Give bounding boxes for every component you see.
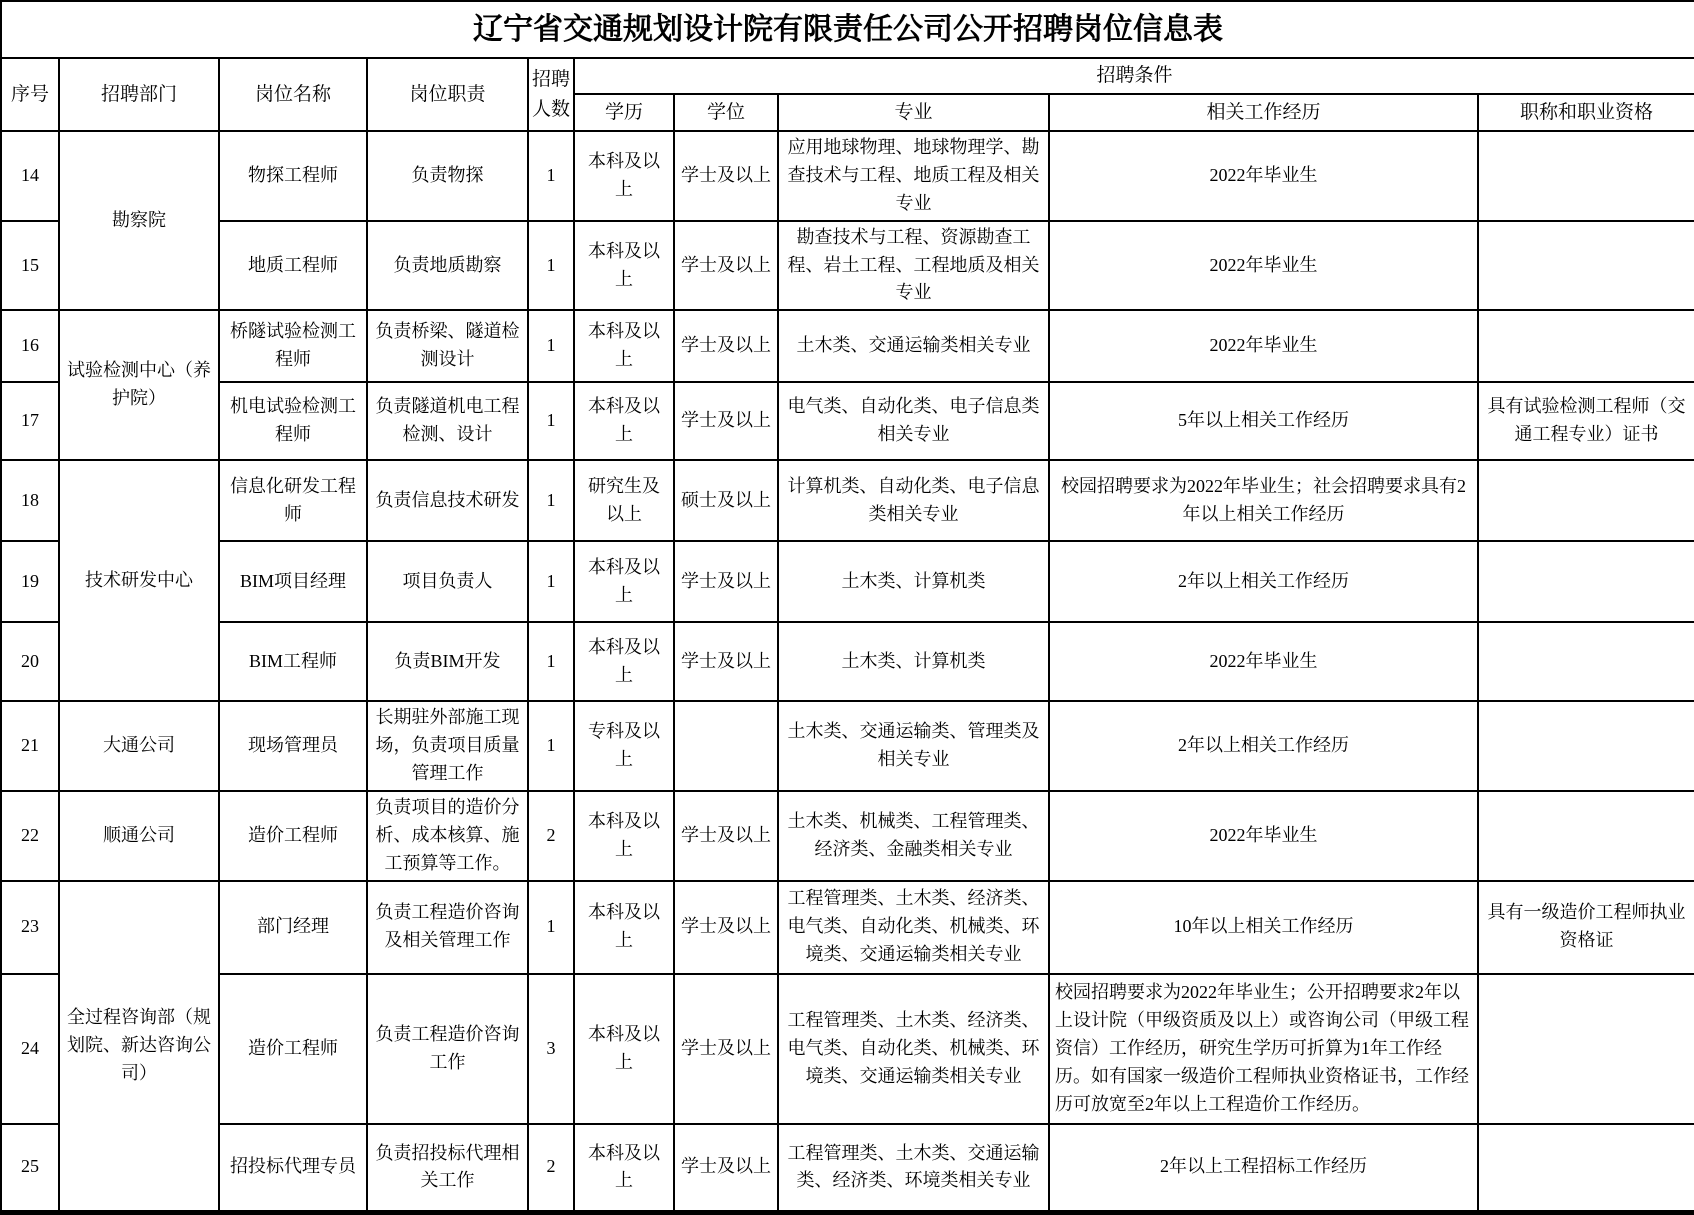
cell-count: 1 bbox=[528, 310, 574, 382]
cell-seq: 21 bbox=[1, 701, 59, 791]
cell-major: 工程管理类、土木类、经济类、电气类、自动化类、机械类、环境类、交通运输类相关专业 bbox=[778, 881, 1049, 974]
header-experience: 相关工作经历 bbox=[1049, 94, 1478, 131]
header-count: 招聘人数 bbox=[528, 58, 574, 131]
cell-education: 本科及以上 bbox=[574, 382, 674, 460]
cell-qualification bbox=[1478, 541, 1694, 622]
cell-qualification: 具有试验检测工程师（交通工程专业）证书 bbox=[1478, 382, 1694, 460]
table-row bbox=[1, 1, 1694, 58]
cell-dept: 试验检测中心（养护院） bbox=[59, 310, 219, 460]
cell-degree: 学士及以上 bbox=[674, 881, 778, 974]
cell-education: 研究生及以上 bbox=[574, 460, 674, 541]
cell-seq: 22 bbox=[1, 791, 59, 881]
cell-major: 土木类、计算机类 bbox=[778, 622, 1049, 701]
table-row bbox=[1, 58, 1694, 94]
cell-position: 信息化研发工程师 bbox=[219, 460, 367, 541]
table-row bbox=[1, 541, 1694, 622]
cell-position: 机电试验检测工程师 bbox=[219, 382, 367, 460]
cell-degree: 学士及以上 bbox=[674, 131, 778, 221]
table-row bbox=[1, 881, 1694, 974]
cell-experience: 2022年毕业生 bbox=[1049, 221, 1478, 311]
cell-education: 本科及以上 bbox=[574, 221, 674, 311]
cell-degree: 学士及以上 bbox=[674, 541, 778, 622]
cell-position: 造价工程师 bbox=[219, 791, 367, 881]
cell-education: 专科及以上 bbox=[574, 701, 674, 791]
cell-position: 物探工程师 bbox=[219, 131, 367, 221]
cell-count: 2 bbox=[528, 791, 574, 881]
cell-dept: 技术研发中心 bbox=[59, 460, 219, 701]
cell-education: 本科及以上 bbox=[574, 622, 674, 701]
cell-seq: 25 bbox=[1, 1124, 59, 1213]
cell-education: 本科及以上 bbox=[574, 881, 674, 974]
cell-education: 本科及以上 bbox=[574, 541, 674, 622]
cell-major: 土木类、机械类、工程管理类、经济类、金融类相关专业 bbox=[778, 791, 1049, 881]
cell-experience: 2022年毕业生 bbox=[1049, 622, 1478, 701]
table-row bbox=[1, 974, 1694, 1124]
cell-degree: 学士及以上 bbox=[674, 622, 778, 701]
header-seq: 序号 bbox=[1, 58, 59, 131]
cell-count: 1 bbox=[528, 541, 574, 622]
cell-major: 电气类、自动化类、电子信息类相关专业 bbox=[778, 382, 1049, 460]
cell-count: 3 bbox=[528, 974, 574, 1124]
cell-degree: 学士及以上 bbox=[674, 1124, 778, 1213]
cell-position: BIM项目经理 bbox=[219, 541, 367, 622]
cell-count: 1 bbox=[528, 460, 574, 541]
cell-duty: 负责隧道机电工程检测、设计 bbox=[367, 382, 528, 460]
cell-duty: 负责桥梁、隧道检测设计 bbox=[367, 310, 528, 382]
cell-experience: 校园招聘要求为2022年毕业生；公开招聘要求2年以上设计院（甲级资质及以上）或咨询公司（甲级工程资信）工作经历，研究生学历可折算为1年工作经历。如有国家一级造价工程师执业资格证书，工作经历可放宽至2年以上工程造价工作经历。 bbox=[1049, 974, 1478, 1124]
cell-experience: 2022年毕业生 bbox=[1049, 791, 1478, 881]
cell-count: 1 bbox=[528, 881, 574, 974]
cell-count: 2 bbox=[528, 1124, 574, 1213]
cell-duty: 负责工程造价咨询及相关管理工作 bbox=[367, 881, 528, 974]
table-row bbox=[1, 1124, 1694, 1213]
cell-qualification bbox=[1478, 131, 1694, 221]
header-conditions: 招聘条件 bbox=[574, 58, 1694, 94]
cell-experience: 2022年毕业生 bbox=[1049, 131, 1478, 221]
cell-duty: 长期驻外部施工现场，负责项目质量管理工作 bbox=[367, 701, 528, 791]
cell-duty: 负责项目的造价分析、成本核算、施工预算等工作。 bbox=[367, 791, 528, 881]
cell-count: 1 bbox=[528, 382, 574, 460]
cell-major: 工程管理类、土木类、经济类、电气类、自动化类、机械类、环境类、交通运输类相关专业 bbox=[778, 974, 1049, 1124]
cell-major: 土木类、交通运输类相关专业 bbox=[778, 310, 1049, 382]
cell-duty: 负责工程造价咨询工作 bbox=[367, 974, 528, 1124]
table-row bbox=[1, 701, 1694, 791]
cell-education: 本科及以上 bbox=[574, 974, 674, 1124]
cell-seq: 24 bbox=[1, 974, 59, 1124]
cell-qualification bbox=[1478, 1124, 1694, 1213]
cell-education: 本科及以上 bbox=[574, 791, 674, 881]
cell-degree: 学士及以上 bbox=[674, 382, 778, 460]
cell-duty: 项目负责人 bbox=[367, 541, 528, 622]
cell-qualification: 具有一级造价工程师执业资格证 bbox=[1478, 881, 1694, 974]
cell-position: 地质工程师 bbox=[219, 221, 367, 311]
cell-experience: 校园招聘要求为2022年毕业生；社会招聘要求具有2年以上相关工作经历 bbox=[1049, 460, 1478, 541]
cell-position: 现场管理员 bbox=[219, 701, 367, 791]
cell-duty: 负责BIM开发 bbox=[367, 622, 528, 701]
cell-experience: 5年以上相关工作经历 bbox=[1049, 382, 1478, 460]
header-dept: 招聘部门 bbox=[59, 58, 219, 131]
cell-position: BIM工程师 bbox=[219, 622, 367, 701]
cell-dept: 勘察院 bbox=[59, 131, 219, 310]
cell-qualification bbox=[1478, 701, 1694, 791]
cell-seq: 15 bbox=[1, 221, 59, 311]
page-title: 辽宁省交通规划设计院有限责任公司公开招聘岗位信息表 bbox=[1, 1, 1694, 58]
table-row bbox=[1, 382, 1694, 460]
table-row bbox=[1, 221, 1694, 311]
cell-degree: 学士及以上 bbox=[674, 974, 778, 1124]
cell-seq: 19 bbox=[1, 541, 59, 622]
cell-seq: 23 bbox=[1, 881, 59, 974]
cell-duty: 负责招投标代理相关工作 bbox=[367, 1124, 528, 1213]
cell-qualification bbox=[1478, 622, 1694, 701]
cell-degree: 学士及以上 bbox=[674, 221, 778, 311]
cell-major: 勘查技术与工程、资源勘查工程、岩土工程、工程地质及相关专业 bbox=[778, 221, 1049, 311]
cell-dept: 顺通公司 bbox=[59, 791, 219, 881]
cell-seq: 18 bbox=[1, 460, 59, 541]
cell-qualification bbox=[1478, 221, 1694, 311]
cell-experience: 2年以上工程招标工作经历 bbox=[1049, 1124, 1478, 1213]
cell-experience: 2年以上相关工作经历 bbox=[1049, 701, 1478, 791]
cell-duty: 负责物探 bbox=[367, 131, 528, 221]
cell-degree: 学士及以上 bbox=[674, 310, 778, 382]
table-row bbox=[1, 310, 1694, 382]
cell-qualification bbox=[1478, 310, 1694, 382]
cell-count: 1 bbox=[528, 221, 574, 311]
table-row bbox=[1, 460, 1694, 541]
cell-experience: 2年以上相关工作经历 bbox=[1049, 541, 1478, 622]
cell-degree: 硕士及以上 bbox=[674, 460, 778, 541]
cell-major: 工程管理类、土木类、交通运输类、经济类、环境类相关专业 bbox=[778, 1124, 1049, 1213]
cell-seq: 17 bbox=[1, 382, 59, 460]
cell-position: 桥隧试验检测工程师 bbox=[219, 310, 367, 382]
cell-education: 本科及以上 bbox=[574, 1124, 674, 1213]
cell-qualification bbox=[1478, 791, 1694, 881]
cell-degree bbox=[674, 701, 778, 791]
cell-dept: 全过程咨询部（规划院、新达咨询公司） bbox=[59, 881, 219, 1213]
header-position: 岗位名称 bbox=[219, 58, 367, 131]
cell-dept: 大通公司 bbox=[59, 701, 219, 791]
cell-experience: 10年以上相关工作经历 bbox=[1049, 881, 1478, 974]
cell-degree: 学士及以上 bbox=[674, 791, 778, 881]
header-qualification: 职称和职业资格 bbox=[1478, 94, 1694, 131]
cell-experience: 2022年毕业生 bbox=[1049, 310, 1478, 382]
header-degree: 学位 bbox=[674, 94, 778, 131]
cell-education: 本科及以上 bbox=[574, 310, 674, 382]
cell-position: 招投标代理专员 bbox=[219, 1124, 367, 1213]
cell-qualification bbox=[1478, 974, 1694, 1124]
cell-count: 1 bbox=[528, 622, 574, 701]
cell-major: 土木类、交通运输类、管理类及相关专业 bbox=[778, 701, 1049, 791]
cell-duty: 负责信息技术研发 bbox=[367, 460, 528, 541]
cell-major: 土木类、计算机类 bbox=[778, 541, 1049, 622]
cell-seq: 16 bbox=[1, 310, 59, 382]
cell-education: 本科及以上 bbox=[574, 131, 674, 221]
cell-major: 应用地球物理、地球物理学、勘查技术与工程、地质工程及相关专业 bbox=[778, 131, 1049, 221]
cell-seq: 20 bbox=[1, 622, 59, 701]
cell-major: 计算机类、自动化类、电子信息类相关专业 bbox=[778, 460, 1049, 541]
cell-position: 部门经理 bbox=[219, 881, 367, 974]
cell-position: 造价工程师 bbox=[219, 974, 367, 1124]
header-duty: 岗位职责 bbox=[367, 58, 528, 131]
cell-duty: 负责地质勘察 bbox=[367, 221, 528, 311]
header-major: 专业 bbox=[778, 94, 1049, 131]
table-row bbox=[1, 131, 1694, 221]
table-row bbox=[1, 622, 1694, 701]
cell-qualification bbox=[1478, 460, 1694, 541]
cell-seq: 14 bbox=[1, 131, 59, 221]
header-education: 学历 bbox=[574, 94, 674, 131]
cell-count: 1 bbox=[528, 701, 574, 791]
cell-count: 1 bbox=[528, 131, 574, 221]
table-row bbox=[1, 791, 1694, 881]
